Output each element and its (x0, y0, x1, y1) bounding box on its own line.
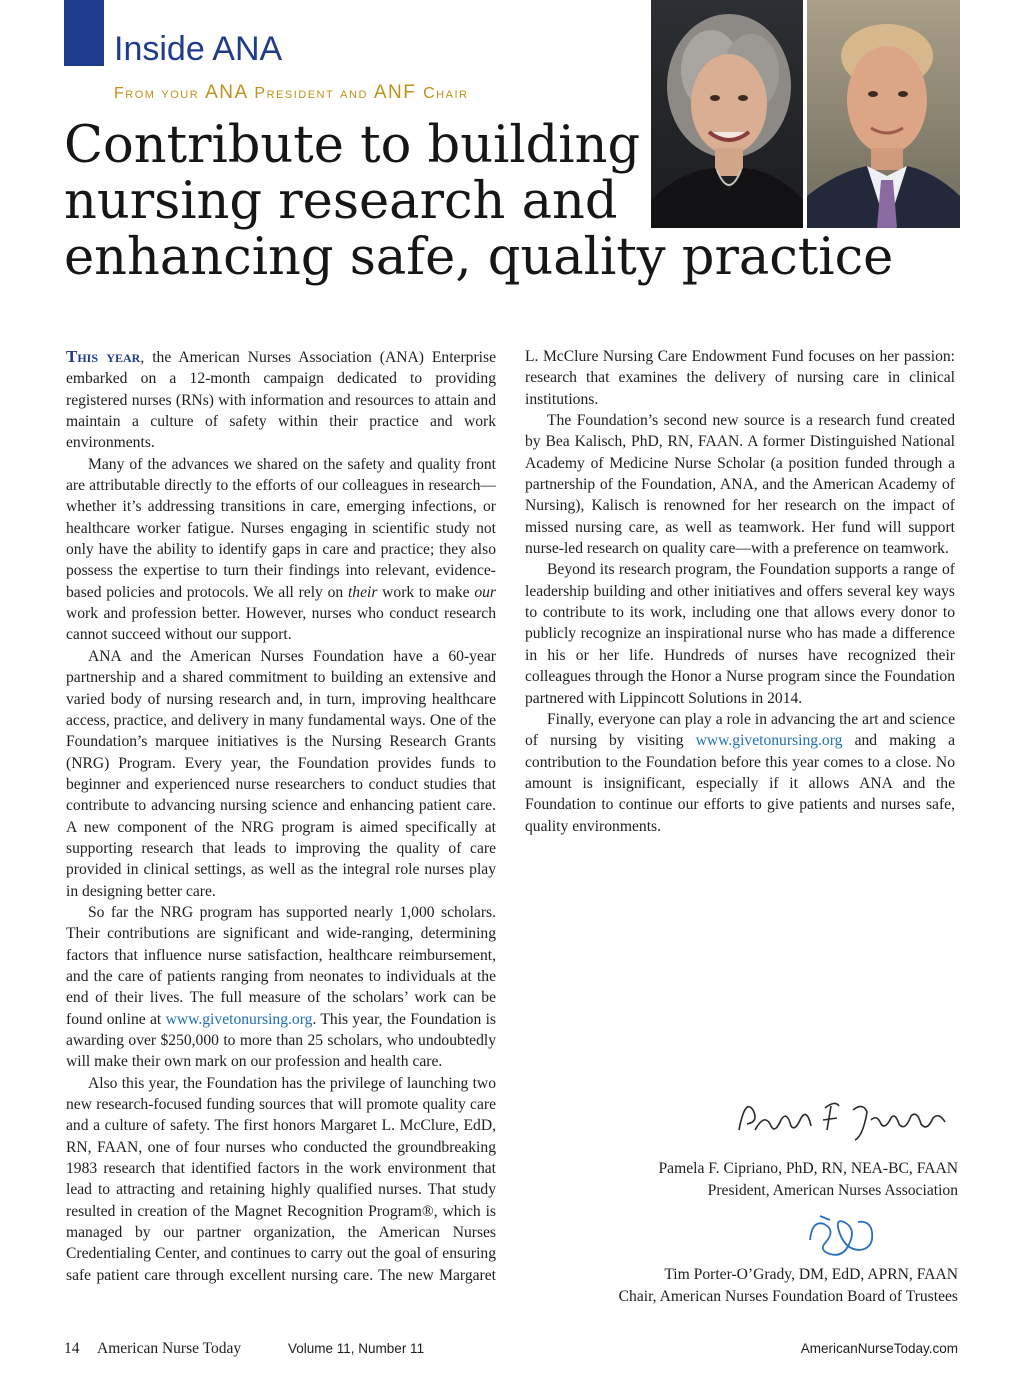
paragraph-5-continued: L. McClure Nursing Care Endowment Fund focuses on her passion: research that examines the delivery of nursing care in clinical institutions. (525, 348, 955, 408)
headline-line-3: enhancing safe, quality practice (64, 228, 894, 287)
website-url[interactable]: AmericanNurseToday.com (800, 1341, 958, 1356)
subtitle-chair: Chair (423, 85, 469, 102)
article-column-left (66, 346, 496, 1286)
subtitle-ana: ANA (205, 82, 255, 103)
paragraph-4-text-a: So far the NRG program has supported nearly 1,000 scholars. Their contributions are significant and wide-ranging, determining factors that influence nurse satisfaction, healthcare reimbursement, and the care of patients ranging from neonates to individuals at the end of their lives. The full measure of the scholars’ work can be found online at (66, 903, 496, 1028)
signature-tim-porter-ogrady (800, 1210, 880, 1265)
signer-2-title: Chair, American Nurses Foundation Board of Trustees (618, 1288, 958, 1305)
paragraph-6: The Foundation’s second new source is a research fund created by Bea Kalisch, PhD, RN, FAAN. A former Distinguished National Academy of Medicine Nurse Scholar (a position funded through a partnership of the Foundation, ANA, and the American Academy of Nursing), Kalisch is renowned for her research on the impact of missed nursing care, as well as teamwork. Her fund will support nurse-led research on quality care—with a preference on teamwork. (525, 412, 955, 558)
paragraph-2-text-a: Many of the advances we shared on the safety and quality front are attributable directly to the efforts of our colleagues in research—whether it’s addressing transitions in care, emerging infections, or healthcare worker fatigue. Nurses engaging in scientific study not only have the ability to identify gaps in care and practice; they also possess the expertise to turn their findings into relevant, evidence-based policies and protocols. We all rely on (66, 455, 496, 601)
paragraph-8-text-a: Finally, everyone can play a role in advancing the art and science of nursing by visiting (525, 710, 955, 750)
page-number: 14 (64, 1340, 80, 1357)
signature-pamela-cipriano (735, 1090, 960, 1150)
paragraph-1-text: , the American Nurses Association (ANA) Enterprise embarked on a 12-month campaign dedicated to providing registered nurses (RNs) with information and resources to attain and maintain a culture of safety within their practice and work environments. (66, 349, 496, 452)
paragraph-4 (66, 902, 496, 1073)
emphasis-their: their (347, 583, 378, 601)
paragraph-1 (66, 346, 496, 454)
signature-block-president (525, 1158, 958, 1202)
lead-in: This year (66, 347, 141, 366)
paragraph-7: Beyond its research program, the Foundation supports a range of leadership building and other initiatives and offers several key ways to contribute to its work, including one that allows every donor to publicly recognize an inspirational nurse who has made a difference in his or her life. Hundreds of nurses have recognized their colleagues through the Honor a Nurse program since the Foundation partnered with Lippincott Solutions in 2014. (525, 561, 955, 707)
paragraph-2 (66, 454, 496, 646)
paragraph-2-text-c: work and profession better. However, nurses who conduct research cannot succeed without our support. (66, 605, 496, 644)
signature-block-chair (525, 1264, 958, 1308)
magazine-name: American Nurse Today (97, 1340, 242, 1357)
signer-2-name: Tim Porter-O’Grady, DM, EdD, APRN, FAAN (664, 1266, 958, 1283)
paragraph-4-text-b: . This year, the Foundation is awarding over $250,000 to more than 25 scholars, who undoubtedly will make their own mark on our profession and health care. (66, 1010, 496, 1071)
issue-volume: Volume 11, Number 11 (288, 1341, 425, 1356)
paragraph-8-text-b: and making a contribution to the Foundation before this year comes to a close. No amount is insignificant, especially if it allows ANA and the Foundation to continue our efforts to give patients and nurses safe, quality environments. (525, 732, 956, 835)
givetonursing-link[interactable]: www.givetonursing.org (165, 1010, 313, 1028)
paragraph-8 (525, 709, 955, 837)
department-title: Inside ANA (114, 30, 283, 68)
paragraph-5: Also this year, the Foundation has the privilege of launching two new research-focused funding sources that will promote quality care and a culture of safety. The first honors Margaret L. McClure, EdD, RN, FAAN, one of four nurses who conducted the groundbreaking 1983 research that identified factors in the work environment that lead to attracting and retaining highly qualified nurses. That study resulted in creation of the Magnet Recognition Program®, which is managed by our partner organization, the American Nurses Credentialing Center, and continues to carry out the goal of ensuring safe patient care through excellent nursing care. The new Margaret (66, 1074, 496, 1284)
article-column-right (525, 346, 955, 837)
signer-1-name: Pamela F. Cipriano, PhD, RN, NEA-BC, FAAN (658, 1160, 958, 1177)
paragraph-3: ANA and the American Nurses Foundation have a 60-year partnership and a shared commitment to building an extensive and varied body of nursing research and, in turn, improving healthcare access, practice, and delivery in many fundamental ways. One of the Foundation’s marquee initiatives is the Nursing Research Grants (NRG) Program. Every year, the Foundation provides funds to beginner and experienced nurse researchers to conduct studies that contribute to advancing nursing science and enhancing patient care. A new component of the NRG program is aimed specifically at supporting research that leads to improving the quality of care provided in clinical settings, as well as the integral role nurses play in designing better care. (66, 647, 496, 900)
signer-1-title: President, American Nurses Association (707, 1182, 958, 1199)
subtitle-president: President and (254, 85, 374, 102)
subtitle-anf: ANF (373, 82, 424, 103)
emphasis-our: our (474, 583, 496, 601)
department-color-bar (64, 0, 104, 66)
headline-line-2: nursing research and (64, 172, 618, 231)
page-footer (64, 1340, 958, 1362)
headline-line-1: Contribute to building (64, 116, 641, 175)
givetonursing-link-2[interactable]: www.givetonursing.org (695, 732, 843, 750)
article-headline (64, 118, 944, 286)
subtitle-from: From your (114, 85, 206, 102)
department-subtitle (114, 82, 468, 104)
paragraph-2-text-b: work to make (377, 583, 475, 601)
